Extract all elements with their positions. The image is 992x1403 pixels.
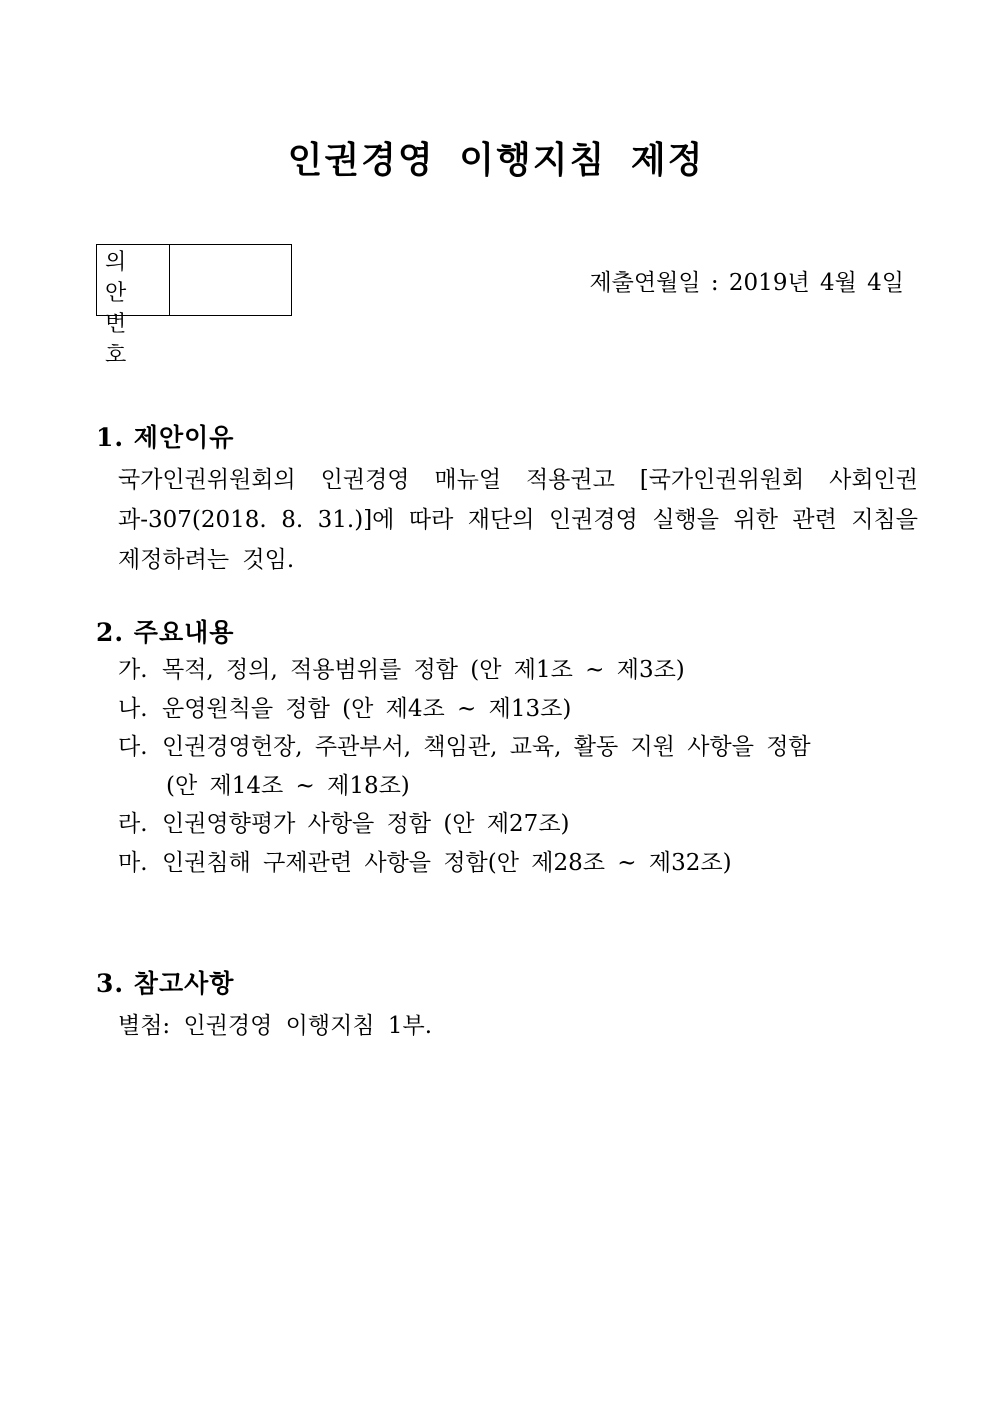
section-heading: 2. 주요내용: [96, 618, 235, 647]
section-body: 국가인권위원회의 인권경영 매뉴얼 적용권고 [국가인권위원회 사회인권과-307(2018. 8. 31.)]에 따라 재단의 인권경영 실행을 위한 관련 지침을 제정하려는 것임.: [118, 467, 918, 573]
list-item-marker: 나.: [118, 695, 148, 722]
section-body: 별첨: 인권경영 이행지침 1부.: [118, 1013, 433, 1039]
bill-label-line2: 번 호: [105, 312, 137, 368]
list-item-text: 운영원칙을 정함 (안 제4조 ~ 제13조): [162, 695, 572, 722]
list-item-text: 인권경영헌장, 주관부서, 책임관, 교육, 활동 지원 사항을 정함: [162, 734, 811, 760]
document-title: 인권경영 이행지침 제정: [287, 139, 705, 181]
list-item: [118, 690, 918, 729]
bill-label-line1: 의 안: [105, 250, 137, 306]
bill-number-box: [96, 244, 292, 368]
list-item-marker: 가.: [118, 657, 148, 683]
bill-number-value: [170, 245, 291, 315]
section-heading: 1. 제안이유: [96, 423, 235, 452]
section-main-contents: [96, 615, 918, 882]
section-heading: 3. 참고사항: [96, 969, 235, 998]
bill-number-label: [97, 245, 170, 368]
section-proposal-reason: [96, 420, 918, 580]
submission-date: 제출연월일 : 2019년 4월 4일: [589, 270, 904, 296]
list-item-text: 인권침해 구제관련 사항을 정함(안 제28조 ~ 제32조): [162, 849, 732, 876]
list-item-marker: 라.: [118, 811, 148, 837]
list-item-continuation: (안 제14조 ~ 제18조): [166, 772, 410, 799]
list-item-marker: 마.: [118, 849, 148, 876]
list-item-marker: 다.: [118, 734, 148, 760]
list-item-text: 목적, 정의, 적용범위를 정함 (안 제1조 ~ 제3조): [162, 657, 685, 683]
list-item: [118, 805, 918, 844]
list-item: [118, 728, 918, 767]
section-references: [96, 966, 918, 1046]
list-item: [118, 844, 918, 883]
list-item: [118, 651, 918, 690]
list-item-text: 인권영향평가 사항을 정함 (안 제27조): [162, 811, 570, 837]
